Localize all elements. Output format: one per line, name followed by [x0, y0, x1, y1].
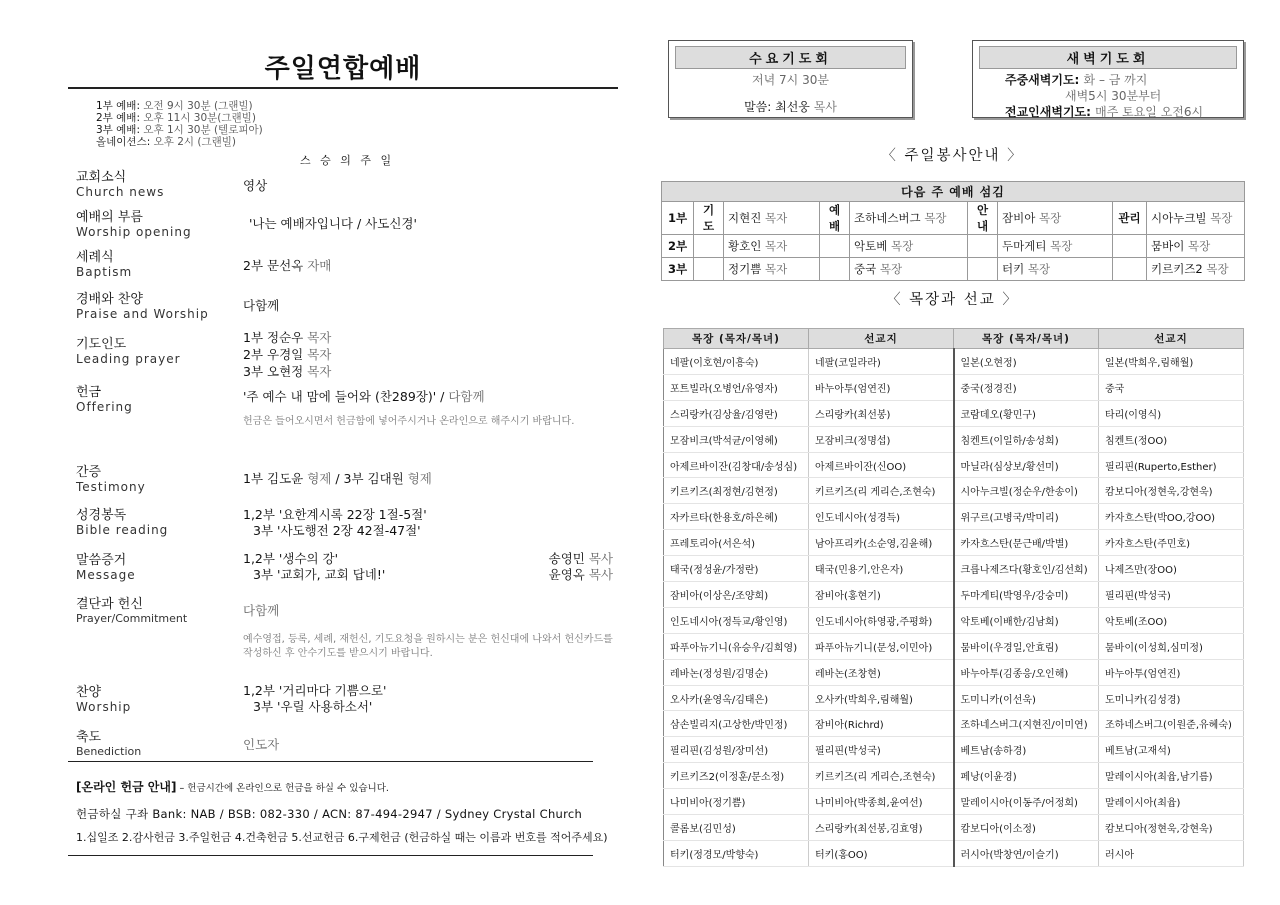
- divider: [68, 761, 593, 762]
- section-offering: [76, 385, 616, 427]
- section-church-news: [76, 170, 616, 199]
- section-content: 영상: [243, 178, 268, 193]
- mission-table: [663, 328, 1244, 867]
- cell-group: 바누아투(김종응/오인해): [954, 659, 1099, 685]
- duty-title: 목장: [924, 211, 947, 225]
- duty-row: [662, 202, 1245, 235]
- cell-mission-field: 레바논(조창현): [809, 659, 954, 685]
- duty-name: 두마게티: [1002, 239, 1051, 253]
- cell-group: 네팔(이호현/이흥숙): [664, 349, 809, 375]
- preacher-title: 목사: [588, 551, 613, 566]
- bracket-right-icon: 〉: [1000, 148, 1024, 164]
- duty-title: 목장: [879, 262, 903, 276]
- cell-mission-field: 잠비아(Richrd): [809, 711, 954, 737]
- cell-group: 터키(정경모/박향숙): [664, 840, 809, 866]
- box-header: 수요기도회: [675, 46, 906, 69]
- duty-title: 목장: [890, 239, 914, 253]
- duty-title-text: 주일봉사안내: [904, 148, 1001, 164]
- section-testimony: [76, 465, 616, 494]
- mission-row: [664, 737, 1244, 763]
- duty-title: 목자: [764, 262, 788, 276]
- empty-cell: [694, 235, 724, 258]
- cell-mission-field: 바누아투(엄연진): [809, 374, 954, 400]
- cell-mission-field: 스리랑카(최선봉): [809, 400, 954, 426]
- testimony-name: 1부 김도윤: [243, 471, 308, 486]
- section-title-ko: 기도인도: [76, 337, 127, 352]
- online-offering-desc: – 헌금시간에 온라인으로 헌금을 하실 수 있습니다.: [176, 783, 389, 794]
- cell-group: 포트빌라(오병언/유영자): [664, 374, 809, 400]
- empty-cell: [1113, 235, 1147, 258]
- section-title-ko: 예배의 부름: [76, 210, 143, 225]
- prayer-leader-name: 3부 오현정: [243, 364, 308, 379]
- cell-group: 파푸아뉴기니(유승우/김희영): [664, 633, 809, 659]
- cell-group: 베트남(송하경): [954, 737, 1099, 763]
- cell-mission-field: 조하네스버그(이원준,유혜숙): [1099, 711, 1244, 737]
- section-title-en: Praise and Worship: [76, 307, 209, 321]
- duty-title: 목자: [764, 211, 788, 225]
- cell-group: 키르키즈2(이정훈/문소정): [664, 763, 809, 789]
- wednesday-prayer-box: [668, 40, 913, 118]
- duty-title: 목장: [1210, 211, 1233, 225]
- prayer-leader-title: 목자: [307, 364, 332, 379]
- mission-title: [660, 288, 1245, 309]
- preacher-name: 송영민: [548, 551, 589, 566]
- dawn-prayer-box: [972, 40, 1244, 118]
- mission-row: [664, 478, 1244, 504]
- section-title-ko: 헌금: [76, 385, 102, 400]
- duty-title: 목장: [1027, 262, 1051, 276]
- cell-group: 중국(정경진): [954, 374, 1099, 400]
- cell-mission-field: 말레이시아(최윱,남기름): [1099, 763, 1244, 789]
- message-row: [243, 567, 613, 583]
- service-label: 2부 예배:: [96, 112, 144, 124]
- commitment-who: 다함께: [243, 603, 280, 618]
- mission-row: [664, 349, 1244, 375]
- bank-account: 헌금하실 구좌 Bank: NAB / BSB: 082-330 / ACN: 87-494-2947 / Sydney Crystal Church: [76, 807, 583, 821]
- section-title-ko: 간증: [76, 465, 102, 480]
- testimony-name: / 3부 김대원: [331, 471, 408, 486]
- mission-row: [664, 685, 1244, 711]
- section-title-ko: 축도: [76, 730, 102, 745]
- mission-row: [664, 374, 1244, 400]
- cell-group: 프레토리아(서은석): [664, 530, 809, 556]
- cell-group: 인도네시아(정득교/황인영): [664, 607, 809, 633]
- message-title: 3부 '교회가, 교회 답네!': [253, 567, 386, 582]
- duty-cell: [724, 258, 820, 281]
- cell-group: 러시아(박창연/이슬기): [954, 840, 1099, 866]
- dawn-value: 매주 토요일 오전6시: [1095, 105, 1204, 119]
- section-title-ko: 결단과 헌신: [76, 597, 143, 612]
- service-value: 오전 9시 30분 (그랜빌): [143, 100, 253, 112]
- duty-name: 터키: [1002, 262, 1028, 276]
- preacher: [549, 567, 613, 583]
- cell-group: 도미니카(이선욱): [954, 685, 1099, 711]
- duty-title: 목자: [764, 239, 788, 253]
- section-title-ko: 세례식: [76, 250, 114, 265]
- section-title-en: Bible reading: [76, 523, 169, 537]
- cell-mission-field: 캄보디아(정현욱,강현욱): [1099, 815, 1244, 841]
- mission-row: [664, 582, 1244, 608]
- section-commitment: [76, 597, 616, 659]
- cell-mission-field: 잠비아(홍현기): [809, 582, 954, 608]
- section-baptism: [76, 250, 616, 279]
- prayer-leader-title: 목자: [307, 330, 332, 345]
- cell-group: 모잠비크(박석균/이영혜): [664, 426, 809, 452]
- mission-row: [664, 452, 1244, 478]
- service-value: 오후 1시 30분 (텔로피아): [143, 124, 263, 136]
- column-header: 목장 (목자/목녀): [664, 329, 809, 349]
- section-content: [243, 683, 613, 715]
- service-value: 오후 2시 (그랜빌): [153, 136, 237, 148]
- section-content: [243, 507, 613, 539]
- cell-mission-field: 터키(홍OO): [809, 840, 954, 866]
- duty-name: 악토베: [854, 239, 891, 253]
- section-leading-prayer: [76, 330, 616, 379]
- section-content: '나는 예배자입니다 / 사도신경': [249, 216, 417, 231]
- duty-cell: [1147, 235, 1245, 258]
- role-label: 관리: [1113, 202, 1147, 235]
- cell-group: 아제르바이잔(김창대/송성심): [664, 452, 809, 478]
- duty-name: 뭄바이: [1151, 239, 1188, 253]
- section-title-en: Leading prayer: [76, 352, 181, 366]
- mission-title-text: 목장과 선교: [909, 292, 996, 308]
- duty-name: 중국: [854, 262, 880, 276]
- section-worship-opening: [76, 210, 616, 239]
- duty-name: 황호인: [728, 239, 765, 253]
- cell-group: 뭄바이(우경일,안효림): [954, 633, 1099, 659]
- cell-group: 악토베(이배한/김남희): [954, 607, 1099, 633]
- service-times: [96, 100, 263, 148]
- cell-mission-field: 말레이시아(최윱): [1099, 789, 1244, 815]
- service-label: 1부 예배:: [96, 100, 144, 112]
- mission-row: [664, 659, 1244, 685]
- service-part: 2부: [662, 235, 694, 258]
- duty-row: [662, 258, 1245, 281]
- section-worship: [76, 685, 616, 714]
- dawn-value: 화 – 금 까지: [1083, 73, 1148, 87]
- section-content: [243, 551, 613, 583]
- section-title-ko: 교회소식: [76, 170, 127, 185]
- cell-mission-field: 바누아투(엄연진): [1099, 659, 1244, 685]
- duty-cell: [724, 235, 820, 258]
- duty-cell: [998, 202, 1113, 235]
- duty-name: 지현진: [728, 211, 765, 225]
- section-title-ko: 찬양: [76, 685, 102, 700]
- preacher-name: 윤영옥: [548, 567, 589, 582]
- offering-who: 다함께: [448, 389, 485, 404]
- online-offering-notice: [76, 778, 601, 795]
- dawn-row: [1005, 104, 1243, 120]
- cell-mission-field: 필리핀(박성국): [1099, 582, 1244, 608]
- speaker-name: 최선웅: [775, 100, 814, 114]
- section-title-en: Offering: [76, 400, 133, 414]
- cell-group: 침켄트(이일하/송성희): [954, 426, 1099, 452]
- divider: [68, 855, 593, 856]
- cell-group: 두마게티(박영우/강숭미): [954, 582, 1099, 608]
- section-title-ko: 말씀증거: [76, 553, 127, 568]
- section-title-en: Message: [76, 568, 136, 582]
- prayer-leader-title: 목자: [307, 347, 332, 362]
- cell-group: 오사카(윤영옥/김태은): [664, 685, 809, 711]
- empty-cell: [820, 258, 850, 281]
- cell-mission-field: 카자흐스탄(주민호): [1099, 530, 1244, 556]
- duty-cell: [724, 202, 820, 235]
- duty-title: [660, 144, 1245, 165]
- mission-row: [664, 763, 1244, 789]
- duty-cell: [1147, 202, 1245, 235]
- mission-row: [664, 789, 1244, 815]
- cell-mission-field: 오사카(박희우,림해월): [809, 685, 954, 711]
- cell-mission-field: 중국: [1099, 374, 1244, 400]
- preacher: [549, 551, 613, 567]
- message-title: 1,2부 '생수의 강': [243, 551, 339, 566]
- cell-mission-field: 모잠비크(정명섭): [809, 426, 954, 452]
- dawn-row: [1005, 72, 1243, 88]
- cell-group: 마닐라(심상보/황선미): [954, 452, 1099, 478]
- section-benediction: [76, 730, 616, 759]
- cell-mission-field: 키르키즈(리 게리슨,조현숙): [809, 763, 954, 789]
- duty-cell: [850, 235, 968, 258]
- page-title: 주일연합예배: [264, 54, 422, 84]
- section-title-ko: 경배와 찬양: [76, 292, 143, 307]
- dawn-label: 전교인새벽기도:: [1005, 105, 1096, 119]
- section-content: 다함께: [243, 298, 280, 313]
- service-time-row: [96, 124, 263, 136]
- duty-cell: [1147, 258, 1245, 281]
- section-content: [243, 389, 613, 429]
- prayer-leader: [243, 346, 613, 363]
- role-label: 예배: [820, 202, 850, 235]
- duty-name: 정기쁨: [728, 262, 765, 276]
- cell-mission-field: 아제르바이잔(신OO): [809, 452, 954, 478]
- message-row: [243, 551, 613, 567]
- section-title-en: Church news: [76, 185, 165, 199]
- cell-mission-field: 키르키즈(리 게리슨,조현숙): [809, 478, 954, 504]
- service-value: 오후 11시 30분(그랜빌): [143, 112, 256, 124]
- offering-note: 헌금은 들어오시면서 헌금함에 넣어주시거나 온라인으로 해주시기 바랍니다.: [243, 416, 575, 427]
- cell-group: 시아누크빌(정순우/한송이): [954, 478, 1099, 504]
- empty-cell: [968, 235, 998, 258]
- mission-row: [664, 530, 1244, 556]
- bracket-right-icon: 〉: [995, 292, 1019, 308]
- worship-song: 1,2부 '거리마다 기쁨으로': [243, 683, 387, 698]
- section-content: 인도자: [243, 737, 280, 752]
- duty-title: 목장: [1187, 239, 1211, 253]
- cell-group: 콜롬보(김민성): [664, 815, 809, 841]
- prayer-leader: [243, 363, 613, 380]
- cell-group: 레바논(정성원/김명순): [664, 659, 809, 685]
- cell-mission-field: 도미니카(김성경): [1099, 685, 1244, 711]
- section-title-en: Baptism: [76, 265, 133, 279]
- section-title-ko: 성경봉독: [76, 508, 127, 523]
- mission-row: [664, 815, 1244, 841]
- title-divider: [68, 87, 618, 89]
- bracket-left-icon: 〈: [881, 148, 905, 164]
- section-message: [76, 553, 616, 582]
- cell-mission-field: 베트남(고재석): [1099, 737, 1244, 763]
- duty-title: 목장: [1038, 211, 1062, 225]
- bracket-left-icon: 〈: [886, 292, 910, 308]
- online-offering-title: [온라인 헌금 안내]: [76, 780, 177, 794]
- section-bible-reading: [76, 508, 616, 537]
- duty-cell: [998, 235, 1113, 258]
- service-label: 올네이션스:: [96, 136, 154, 148]
- duty-name: 시아누크빌: [1151, 211, 1211, 225]
- dawn-details: [1005, 72, 1243, 120]
- dawn-label: 주중새벽기도:: [1005, 73, 1084, 87]
- empty-cell: [820, 235, 850, 258]
- duty-table: [661, 181, 1245, 281]
- offering-hymn: [243, 389, 613, 405]
- cell-mission-field: 태국(민용기,안은자): [809, 556, 954, 582]
- service-label: 3부 예배:: [96, 124, 144, 136]
- service-part: 3부: [662, 258, 694, 281]
- sunday-theme: 스 승 의 주 일: [300, 154, 395, 167]
- cell-group: 위구르(고병국/박미리): [954, 504, 1099, 530]
- duty-title: 목장: [1206, 262, 1229, 276]
- wednesday-time: 저녁 7시 30분: [752, 73, 829, 87]
- column-header: 목장 (목자/목녀): [954, 329, 1099, 349]
- cell-group: 스리랑카(김상율/김영란): [664, 400, 809, 426]
- section-title-en: Prayer/Commitment: [76, 612, 188, 625]
- offering-hymn-title: '주 예수 내 맘에 들어와 (찬289장)' /: [243, 389, 449, 404]
- cell-group: 페낭(이윤경): [954, 763, 1099, 789]
- testimony-title: 형제: [307, 471, 332, 486]
- bible-passage: 3부 '사도행전 2장 42절-47절': [253, 523, 421, 538]
- cell-group: 캄보디아(이소정): [954, 815, 1099, 841]
- cell-mission-field: 남아프리카(소순영,김윤해): [809, 530, 954, 556]
- box-header: 새벽기도회: [979, 46, 1237, 69]
- offering-types: 1.십일조 2.감사헌금 3.주일헌금 4.건축헌금 5.선교헌금 6.구제헌금 (헌금하실 때는 이름과 번호를 적어주세요): [76, 831, 608, 844]
- cell-group: 나미비아(정기쁨): [664, 789, 809, 815]
- service-time-row: [96, 100, 263, 112]
- mission-row: [664, 711, 1244, 737]
- worship-order-page: [68, 40, 618, 860]
- service-time-row: [96, 136, 263, 148]
- cell-group: 자카르타(한용호/하은혜): [664, 504, 809, 530]
- cell-mission-field: 타리(이영식): [1099, 400, 1244, 426]
- cell-group: 조하네스버그(지현진/이미연): [954, 711, 1099, 737]
- worship-song: 3부 '우릴 사용하소서': [253, 699, 373, 714]
- duty-name: 잠비아: [1002, 211, 1039, 225]
- cell-group: 키르키즈(최정현/김현정): [664, 478, 809, 504]
- cell-mission-field: 인도네시아(성경득): [809, 504, 954, 530]
- cell-mission-field: 나제즈만(장OO): [1099, 556, 1244, 582]
- duty-cell: [850, 258, 968, 281]
- dawn-value: 새벽5시 30분부터: [1065, 89, 1162, 103]
- cell-mission-field: 네팔(코일라라): [809, 349, 954, 375]
- cell-mission-field: 뭄바이(이성희,심미정): [1099, 633, 1244, 659]
- cell-group: 필리핀(김성원/장미선): [664, 737, 809, 763]
- mission-row: [664, 426, 1244, 452]
- cell-mission-field: 캄보디아(정현욱,강현욱): [1099, 478, 1244, 504]
- mission-row: [664, 607, 1244, 633]
- cell-mission-field: 러시아: [1099, 840, 1244, 866]
- bible-passage: 1,2부 '요한계시록 22장 1절-5절': [243, 507, 427, 522]
- cell-mission-field: 스리랑카(최선봉,김효영): [809, 815, 954, 841]
- empty-cell: [1113, 258, 1147, 281]
- mission-rows: [664, 349, 1244, 867]
- section-praise: [76, 292, 616, 321]
- cell-mission-field: 나미비아(박종희,윤여선): [809, 789, 954, 815]
- column-header: 선교지: [1099, 329, 1244, 349]
- section-content: [243, 258, 613, 274]
- duty-header: 다음 주 예배 섬김: [662, 182, 1245, 202]
- section-title-en: Benediction: [76, 745, 142, 758]
- cell-mission-field: 악토베(조OO): [1099, 607, 1244, 633]
- duty-row: [662, 235, 1245, 258]
- cell-mission-field: 파푸아뉴기니(문성,이민아): [809, 633, 954, 659]
- cell-mission-field: 필리핀(Ruperto,Esther): [1099, 452, 1244, 478]
- column-header: 선교지: [809, 329, 954, 349]
- service-part: 1부: [662, 202, 694, 235]
- commitment-note: 예수영접, 등록, 세례, 재헌신, 기도요청을 원하시는 분은 헌신대에 나와서 헌신카드를 작성하신 후 안수기도를 받으시기 바랍니다.: [243, 634, 613, 659]
- cell-mission-field: 카자흐스탄(박OO,강OO): [1099, 504, 1244, 530]
- prayer-leader-name: 2부 우경일: [243, 347, 308, 362]
- duty-cell: [850, 202, 968, 235]
- prayer-leader: [243, 329, 613, 346]
- section-content: [243, 471, 613, 487]
- section-content: [243, 603, 613, 661]
- testimony-title: 형제: [407, 471, 432, 486]
- cell-group: 삼손빌리지(고상한/박민정): [664, 711, 809, 737]
- cell-mission-field: 필리핀(박성국): [809, 737, 954, 763]
- duty-name: 조하네스버그: [854, 211, 925, 225]
- section-title-en: Testimony: [76, 480, 146, 494]
- role-label: 기도: [694, 202, 724, 235]
- cell-group: 말레이시아(이동주/어정희): [954, 789, 1099, 815]
- cell-group: 일본(오현정): [954, 349, 1099, 375]
- preacher-title: 목사: [588, 567, 613, 582]
- service-time-row: [96, 112, 263, 124]
- speaker-label: 말씀:: [744, 100, 776, 114]
- cell-group: 잠비아(이상은/조양희): [664, 582, 809, 608]
- cell-group: 카자흐스탄(문근배/박별): [954, 530, 1099, 556]
- mission-row: [664, 556, 1244, 582]
- mission-row: [664, 840, 1244, 866]
- cell-mission-field: 일본(박희우,림해월): [1099, 349, 1244, 375]
- duty-title: 목장: [1050, 239, 1073, 253]
- empty-cell: [694, 258, 724, 281]
- section-content: [243, 329, 613, 380]
- section-title-en: Worship: [76, 700, 132, 714]
- wednesday-speaker: [669, 98, 912, 115]
- speaker-title: 목사: [813, 100, 837, 114]
- mission-row: [664, 504, 1244, 530]
- cell-mission-field: 침켄트(정OO): [1099, 426, 1244, 452]
- section-title-en: Worship opening: [76, 225, 192, 239]
- baptism-title: 자매: [307, 258, 332, 273]
- mission-row: [664, 633, 1244, 659]
- cell-group: 크릅나제즈다(황호인/김선희): [954, 556, 1099, 582]
- mission-row: [664, 400, 1244, 426]
- role-label: 안내: [968, 202, 998, 235]
- prayer-leader-name: 1부 정순우: [243, 330, 308, 345]
- baptism-name: 2부 문선옥: [243, 258, 308, 273]
- cell-group: 태국(정성윤/가정란): [664, 556, 809, 582]
- duty-name: 키르키즈2: [1151, 262, 1207, 276]
- cell-group: 코람데오(황민구): [954, 400, 1099, 426]
- empty-cell: [968, 258, 998, 281]
- cell-mission-field: 인도네시아(하영광,주평화): [809, 607, 954, 633]
- duty-cell: [998, 258, 1113, 281]
